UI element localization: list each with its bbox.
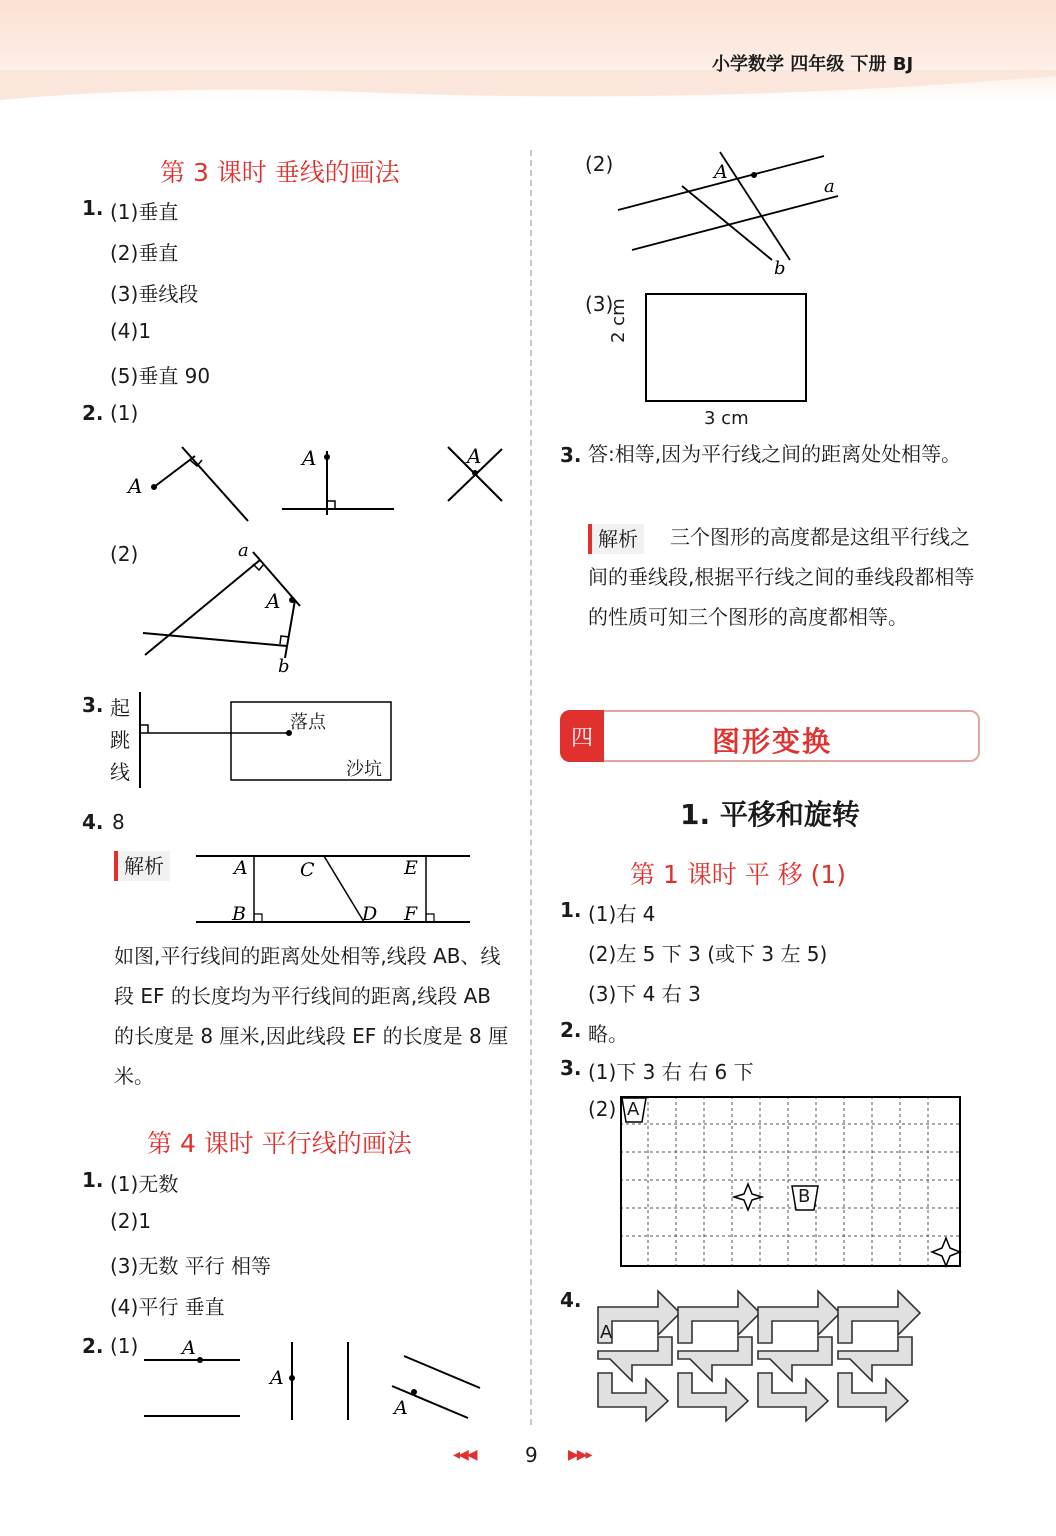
svg-text:A: A (128, 474, 143, 498)
l3-q1-number: 1. (82, 196, 104, 220)
grid-label-a: A (627, 1099, 640, 1120)
r-l1-q3-number: 3. (560, 1056, 582, 1080)
rectangle-3x2 (645, 293, 807, 402)
l4-q1-number: 1. (82, 1168, 104, 1192)
r-q2-part3-label: (3) (585, 292, 614, 316)
l3-q1-item: (2)垂直 (110, 241, 179, 265)
svg-text:C: C (300, 859, 315, 881)
lesson3-title: 第 3 课时 垂线的画法 (160, 158, 400, 187)
perpendicular-drawings-1 (120, 435, 520, 535)
svg-text:b: b (278, 656, 290, 675)
sand-pit-label: 沙坑 (346, 759, 382, 780)
l3-q4-number: 4. (82, 810, 104, 834)
l3-q1-item: (4)1 (110, 319, 152, 343)
book-title: 小学数学 四年级 下册 BJ (712, 54, 914, 75)
l3-q2-part2-label: (2) (110, 542, 139, 566)
rect-width-label: 3 cm (704, 408, 749, 429)
svg-text:A: A (234, 857, 248, 879)
r-q3-number: 3. (560, 443, 582, 467)
l3-q1-item: (3)垂线段 (110, 282, 199, 306)
r-l1-q1-item: (1)右 4 (588, 902, 656, 926)
lesson4-title: 第 4 课时 平行线的画法 (147, 1129, 412, 1158)
r-q2-part2-label: (2) (585, 152, 614, 176)
l3-q4-explanation: 如图,平行线间的距离处处相等,线段 AB、线段 EF 的长度均为平行线间的距离,线段 AB 的长度是 8 厘米,因此线段 EF 的长度是 8 厘米。 (114, 944, 509, 1088)
l3-q2-number: 2. (82, 401, 104, 425)
landing-point-label: 落点 (290, 712, 326, 733)
l4-q2-number: 2. (82, 1334, 104, 1358)
column-divider (530, 150, 532, 1425)
r-l1-q2-answer: 略。 (588, 1022, 628, 1046)
l3-q1-item: (5)垂直 90 (110, 364, 211, 388)
rect-height-label: 2 cm (608, 298, 629, 343)
section-title: 1. 平移和旋转 (680, 798, 860, 831)
header-wave (0, 70, 1056, 110)
lesson1-title: 第 1 课时 平 移 (1) (630, 860, 847, 889)
svg-text:A: A (182, 1337, 196, 1359)
l3-q3-number: 3. (82, 693, 104, 717)
jump-line-char: 跳 (110, 728, 130, 752)
perpendicular-drawings-2 (135, 540, 315, 675)
next-arrows-icon: ▶▶▸ (568, 1447, 591, 1463)
l4-q1-item: (4)平行 垂直 (110, 1295, 225, 1319)
l3-q2-part1-label: (1) (110, 401, 139, 425)
grid-label-b: B (798, 1186, 811, 1207)
svg-text:A: A (714, 161, 728, 183)
svg-text:A: A (270, 1367, 284, 1389)
unit-title: 图形变换 (711, 725, 832, 758)
svg-text:b: b (774, 258, 786, 278)
r-q3-explanation: 三个图形的高度都是这组平行线之间的垂线段,根据平行线之间的垂线段都相等的性质可知三个图形的高度都相等。 (588, 525, 975, 629)
svg-text:F: F (404, 903, 418, 925)
svg-text:a: a (238, 540, 249, 561)
l4-q1-item: (1)无数 (110, 1172, 179, 1196)
jump-line-char: 起 (110, 696, 130, 720)
r-l1-q3-part1: (1)下 3 右 右 6 下 (588, 1060, 754, 1084)
r-l1-q2-number: 2. (560, 1018, 582, 1042)
svg-text:E: E (404, 857, 418, 879)
svg-text:B: B (232, 903, 246, 925)
l4-q2-part1-label: (1) (110, 1334, 139, 1358)
svg-text:A: A (266, 589, 281, 613)
page-number: 9 (525, 1443, 538, 1467)
svg-text:A: A (302, 446, 317, 470)
unit-banner (560, 710, 980, 762)
parallel-drawings-1 (140, 1330, 490, 1430)
r-l1-q4-number: 4. (560, 1288, 582, 1312)
svg-text:a: a (824, 176, 835, 197)
r-l1-q1-item: (3)下 4 右 3 (588, 982, 701, 1006)
l4-q1-item: (3)无数 平行 相等 (110, 1254, 272, 1278)
svg-text:A: A (394, 1397, 408, 1419)
r-l1-q3-part2-label: (2) (588, 1097, 617, 1121)
analysis-tag: 解析 (114, 851, 170, 881)
unit-number-badge: 四 (560, 710, 604, 762)
r-l1-q1-number: 1. (560, 898, 582, 922)
parallel-lines-a-b (612, 148, 852, 278)
l3-q1-item: (1)垂直 (110, 200, 179, 224)
translation-grid (620, 1096, 962, 1270)
arrow-translation-pattern (588, 1285, 940, 1425)
parallel-distance-diagram (194, 848, 474, 930)
svg-text:D: D (362, 903, 378, 925)
pattern-label-a: A (600, 1322, 613, 1343)
jump-line-char: 线 (110, 760, 130, 784)
l3-q4-answer: 8 (112, 810, 125, 834)
svg-text:A: A (467, 444, 482, 468)
l4-q1-item: (2)1 (110, 1209, 152, 1233)
r-l1-q1-item: (2)左 5 下 3 (或下 3 左 5) (588, 942, 828, 966)
prev-arrows-icon: ◂◀◀ (453, 1447, 476, 1463)
r-q3-answer: 答:相等,因为平行线之间的距离处处相等。 (588, 442, 962, 466)
analysis-tag: 解析 (588, 524, 644, 554)
